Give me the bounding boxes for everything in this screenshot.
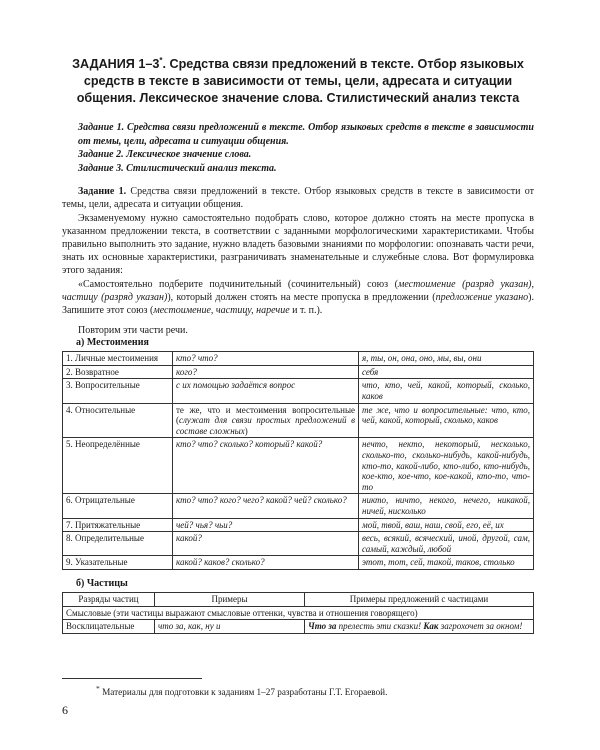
table-row: 5. Неопределённые кто? что? сколько? который? какой? нечто, некто, некоторый, несколько, сколько-то, сколько-нибудь, какой-нибудь, кто-то, какой-либо, кто-либо, кто-нибудь, кое-кто, кое-что, кое-какой, кто-то, что-то [63, 438, 534, 494]
paragraph-1: Задание 1. Средства связи предложений в тексте. Отбор языковых средств в тексте в зависимости от темы, цели, адресата и ситуации общения. [62, 186, 534, 211]
table-row: 8. Определительные какой? весь, всякий, всяческий, иной, другой, сам, самый, каждый, любой [63, 532, 534, 556]
paragraph-2: Экзаменуемому нужно самостоятельно подобрать слово, которое должно стоять на месте пропуска в указанном предложении текста, в соответствии с заданными морфологическими характеристиками. Чтобы правильно выполнить это задание, нужно владеть базовыми знаниями по морфологии: опознавать части речи, знать их основные характеристики, разграничивать знаменательные и служебные слова. Вот формулировка этого задания: [62, 212, 534, 277]
intro-line: Повторим эти части речи. [78, 325, 188, 337]
column-header: Примеры [155, 592, 305, 606]
table-row: 7. Притяжательные чей? чья? чьи? мой, твой, ваш, наш, свой, его, её, их [63, 518, 534, 532]
page-number: 6 [62, 703, 68, 717]
table-row: Смысловые (эти частицы выражают смысловые оттенки, чувства и отношения говорящего) [63, 606, 534, 620]
column-header: Примеры предложений с частицами [305, 592, 534, 606]
task-item: Задание 1. Средства связи предложений в тексте. Отбор языковых средств в тексте в зависимости от темы, цели, адресата и ситуации общения. [78, 122, 534, 147]
column-header: Разряды частиц [63, 592, 155, 606]
table-row: 6. Отрицательные кто? что? кого? чего? какой? чей? сколько? никто, ничто, некого, нечего, никакой, ничей, нисколько [63, 494, 534, 518]
table-row: 9. Указательные какой? каков? сколько? этот, тот, сей, такой, таков, столько [63, 556, 534, 570]
paragraph-3: «Самостоятельно подберите подчинительный (сочинительный) союз (местоимение (разряд указан), частицу (разряд указан)), который должен стоять на месте пропуска в предложении (предложение указано). Запишите этот союз (местоимение, частицу, наречие и т. п.). [62, 278, 535, 317]
page-title [62, 52, 534, 107]
particles-heading: б) Частицы [76, 577, 128, 589]
pronouns-heading: а) Местоимения [76, 337, 149, 349]
title-footnote-mark: * [159, 56, 163, 65]
page-content [62, 52, 534, 634]
footnote: * Материалы для подготовки к заданиям 1–27 разработаны Г.Т. Егораевой. [96, 684, 388, 698]
task-item: Задание 3. Стилистический анализ текста. [78, 162, 277, 174]
task-item: Задание 2. Лексическое значение слова. [78, 149, 252, 161]
body-text [62, 185, 534, 317]
title-rest: . Средства связи предложений в тексте. Отбор языковых средств в тексте в зависимости от темы, цели, адресата и ситуации общения. Лексическое значение слова. Стилистический анализ текста [76, 57, 524, 106]
table-row: 2. Возвратное кого? себя [63, 365, 534, 379]
table-row: 3. Вопросительные с их помощью задаётся вопрос что, кто, чей, какой, который, сколько, каков [63, 379, 534, 403]
table-row: Восклицательные что за, как, ну и Что за прелесть эти сказки! Как загрохочет за окном! [63, 620, 534, 634]
task-list [62, 121, 534, 175]
table-row: 4. Относительные те же, что и местоимения вопросительные (служат для связи простых предложений в составе сложных) те же, что и вопросительные: что, кто, чей, какой, который, сколько, каков [63, 403, 534, 438]
pronouns-table [62, 351, 534, 570]
footnote-divider [62, 678, 202, 679]
title-main: ЗАДАНИЯ 1–3 [72, 57, 160, 72]
table-header-row [63, 592, 534, 606]
particles-table [62, 592, 534, 634]
table-row: 1. Личные местоимения кто? что? я, ты, он, она, оно, мы, вы, они [63, 352, 534, 366]
